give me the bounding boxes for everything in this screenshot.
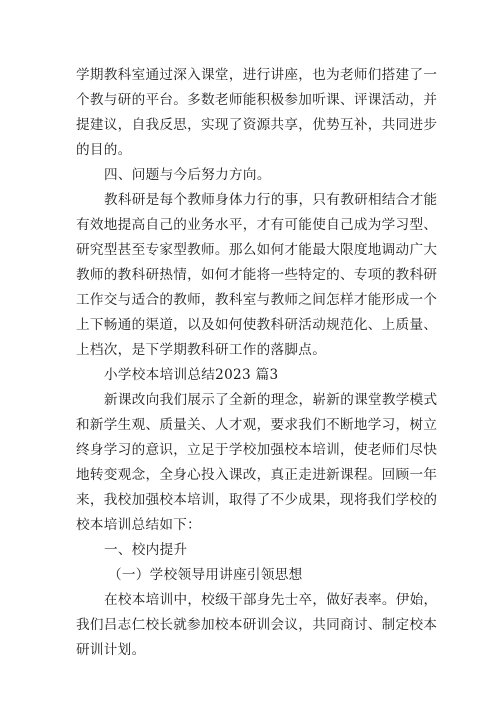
paragraph-line: 教师的教科研热情，如何才能将一些特定的、专项的教科研 bbox=[76, 267, 438, 283]
paragraph-line: 我们吕志仁校长就参加校本研训会议，共同商讨、制定校本 bbox=[76, 617, 438, 633]
paragraph-line: 上下畅通的渠道，以及如何使教科研活动规范化、上质量、 bbox=[76, 317, 438, 333]
paragraph-line: 个教与研的平台。多数老师能积极参加听课、评课活动，并 bbox=[76, 92, 438, 108]
section-heading: 四、问题与今后努力方向。 bbox=[104, 167, 271, 183]
article-title: 小学校本培训总结2023 篇3 bbox=[104, 367, 279, 383]
paragraph-line: 和新学生观、质量关、人才观，要求我们不断地学习，树立 bbox=[76, 417, 438, 433]
paragraph-line: 教科研是每个教师身体力行的事，只有教研相结合才能 bbox=[104, 192, 438, 208]
paragraph-line: 上档次，是下学期教科研工作的落脚点。 bbox=[76, 342, 327, 358]
section-heading: 一、校内提升 bbox=[104, 542, 188, 558]
paragraph-line: 的目的。 bbox=[76, 142, 132, 158]
paragraph-line: 研究型甚至专家型教师。那么如何才能最大限度地调动广大 bbox=[76, 242, 438, 258]
paragraph-line: 来，我校加强校本培训，取得了不少成果，现将我们学校的 bbox=[76, 492, 438, 508]
subsection-heading: （一）学校领导用讲座引领思想 bbox=[108, 567, 303, 583]
paragraph-line: 校本培训总结如下： bbox=[76, 517, 202, 533]
paragraph-line: 有效地提高自己的业务水平，才有可能使自己成为学习型、 bbox=[76, 217, 438, 233]
paragraph-line: 学期教科室通过深入课堂，进行讲座，也为老师们搭建了一 bbox=[76, 67, 438, 83]
paragraph-line: 工作交与适合的教师，教科室与教师之间怎样才能形成一个 bbox=[76, 292, 438, 308]
paragraph-line: 提建议，自我反思，实现了资源共享，优势互补，共同进步 bbox=[76, 117, 438, 133]
paragraph-line: 在校本培训中，校级干部身先士卒，做好表率。伊始， bbox=[104, 592, 438, 608]
paragraph-line: 研训计划。 bbox=[76, 642, 146, 658]
paragraph-line: 终身学习的意识，立足于学校加强校本培训，使老师们尽快 bbox=[76, 442, 438, 458]
paragraph-line: 新课改向我们展示了全新的理念，崭新的课堂教学模式 bbox=[104, 392, 438, 408]
paragraph-line: 地转变观念，全身心投入课改，真正走进新课程。回顾一年 bbox=[76, 467, 438, 483]
